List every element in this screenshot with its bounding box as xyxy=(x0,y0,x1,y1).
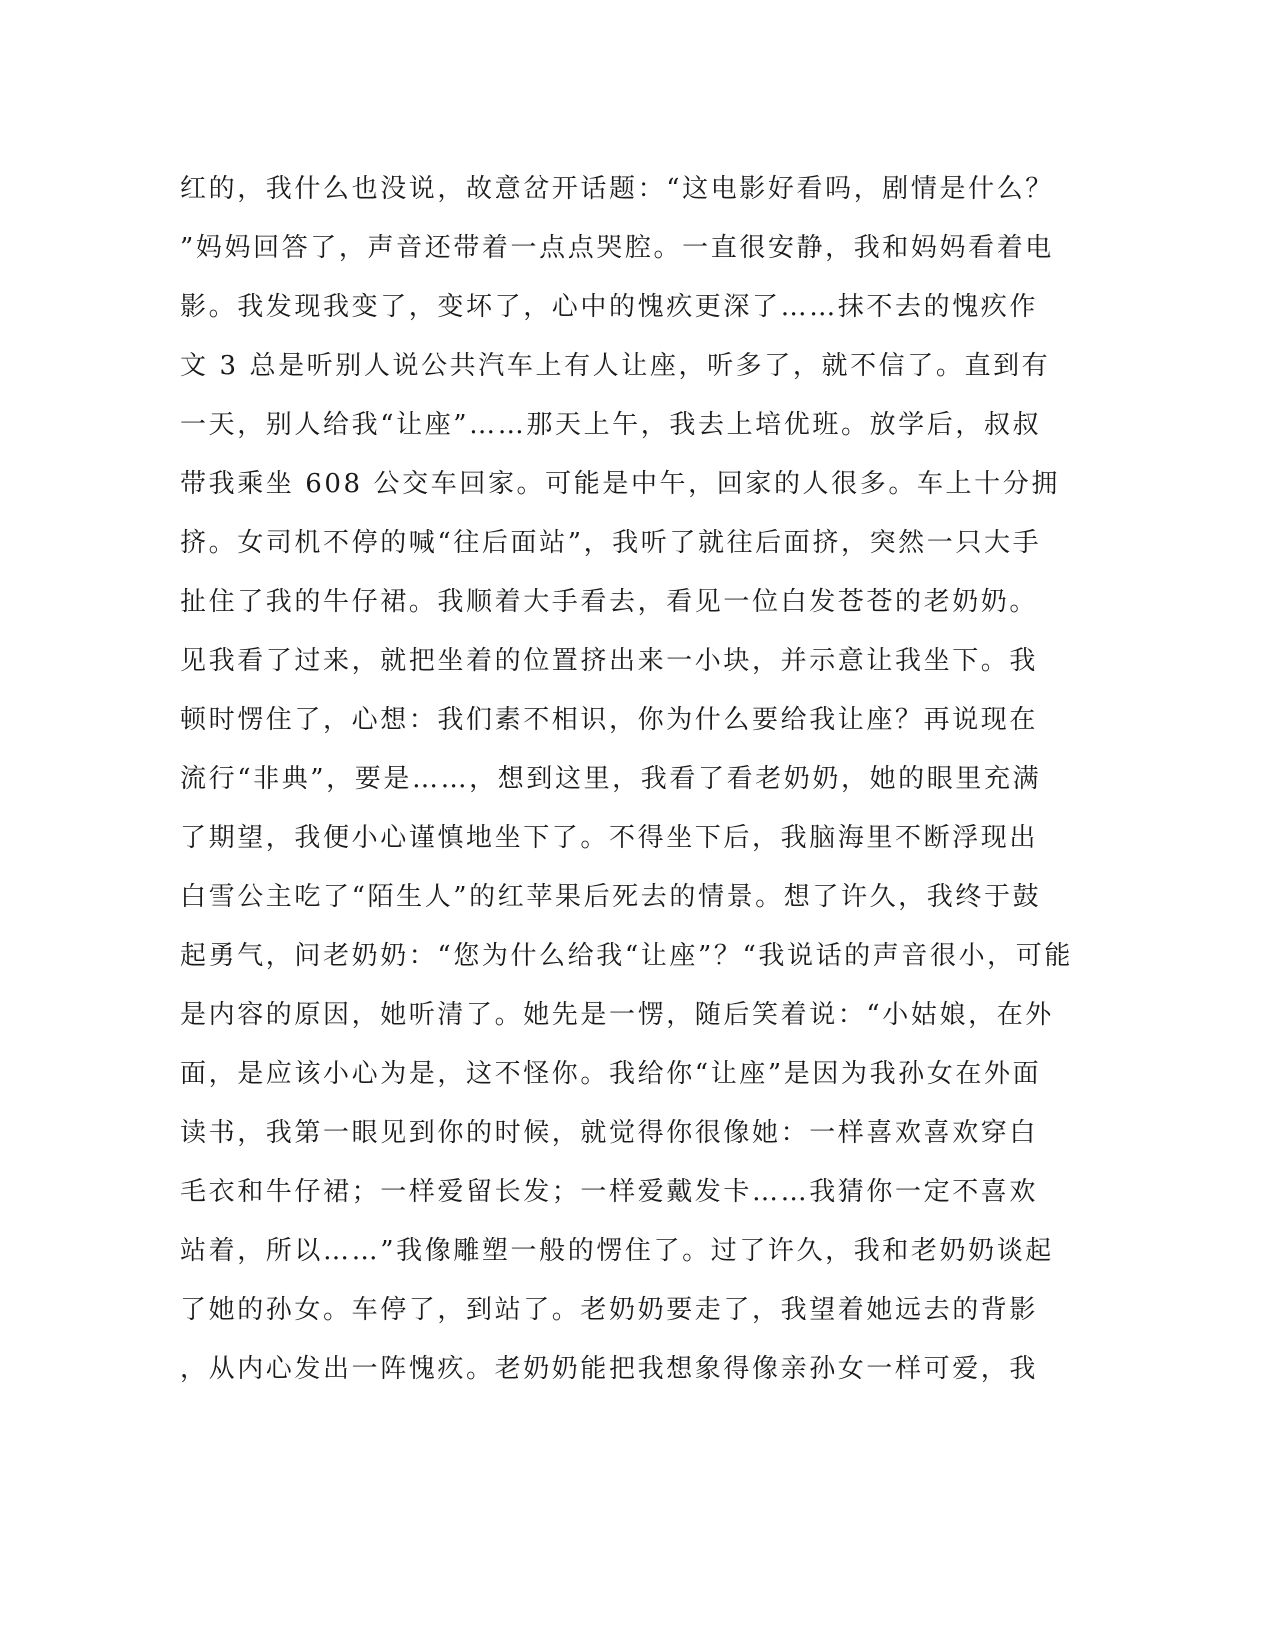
text-line: 起勇气，问老奶奶：“您为什么给我“让座”？“我说话的声音很小，可能 xyxy=(180,941,1073,971)
text-line: ”妈妈回答了，声音还带着一点点哭腔。一直很安静，我和妈妈看着电 xyxy=(180,233,1054,263)
text-line: 流行“非典”，要是……，想到这里，我看了看老奶奶，她的眼里充满 xyxy=(180,764,1042,794)
text-line: 带我乘坐 608 公交车回家。可能是中午，回家的人很多。车上十分拥 xyxy=(180,469,1060,499)
text-line: 了期望，我便小心谨慎地坐下了。不得坐下后，我脑海里不断浮现出 xyxy=(180,823,1039,853)
text-line: 顿时愣住了，心想：我们素不相识，你为什么要给我让座？再说现在 xyxy=(180,705,1039,735)
text-line: 是内容的原因，她听清了。她先是一愣，随后笑着说：“小姑娘，在外 xyxy=(180,1000,1054,1030)
text-line: 站着，所以……”我像雕塑一般的愣住了。过了许久，我和老奶奶谈起 xyxy=(180,1236,1054,1266)
text-line: 红的，我什么也没说，故意岔开话题：“这电影好看吗，剧情是什么？ xyxy=(180,174,1054,204)
body-text xyxy=(180,160,1073,1399)
text-line: 毛衣和牛仔裙；一样爱留长发；一样爱戴发卡……我猜你一定不喜欢 xyxy=(180,1177,1039,1207)
text-line: 一天，别人给我“让座”……那天上午，我去上培优班。放学后，叔叔 xyxy=(180,410,1042,440)
text-line: 面，是应该小心为是，这不怪你。我给你“让座”是因为我孙女在外面 xyxy=(180,1059,1042,1089)
text-line: 挤。女司机不停的喊“往后面站”，我听了就往后面挤，突然一只大手 xyxy=(180,528,1042,558)
text-line: ，从内心发出一阵愧疚。老奶奶能把我想象得像亲孙女一样可爱，我 xyxy=(180,1354,1039,1384)
text-line: 影。我发现我变了，变坏了，心中的愧疚更深了……抹不去的愧疚作 xyxy=(180,292,1039,322)
text-line: 扯住了我的牛仔裙。我顺着大手看去，看见一位白发苍苍的老奶奶。 xyxy=(180,587,1039,617)
text-line: 白雪公主吃了“陌生人”的红苹果后死去的情景。想了许久，我终于鼓 xyxy=(180,882,1042,912)
text-line: 见我看了过来，就把坐着的位置挤出来一小块，并示意让我坐下。我 xyxy=(180,646,1039,676)
text-line: 了她的孙女。车停了，到站了。老奶奶要走了，我望着她远去的背影 xyxy=(180,1295,1039,1325)
text-line: 文 3 总是听别人说公共汽车上有人让座，听多了，就不信了。直到有 xyxy=(180,351,1051,381)
text-line: 读书，我第一眼见到你的时候，就觉得你很像她：一样喜欢喜欢穿白 xyxy=(180,1118,1039,1148)
